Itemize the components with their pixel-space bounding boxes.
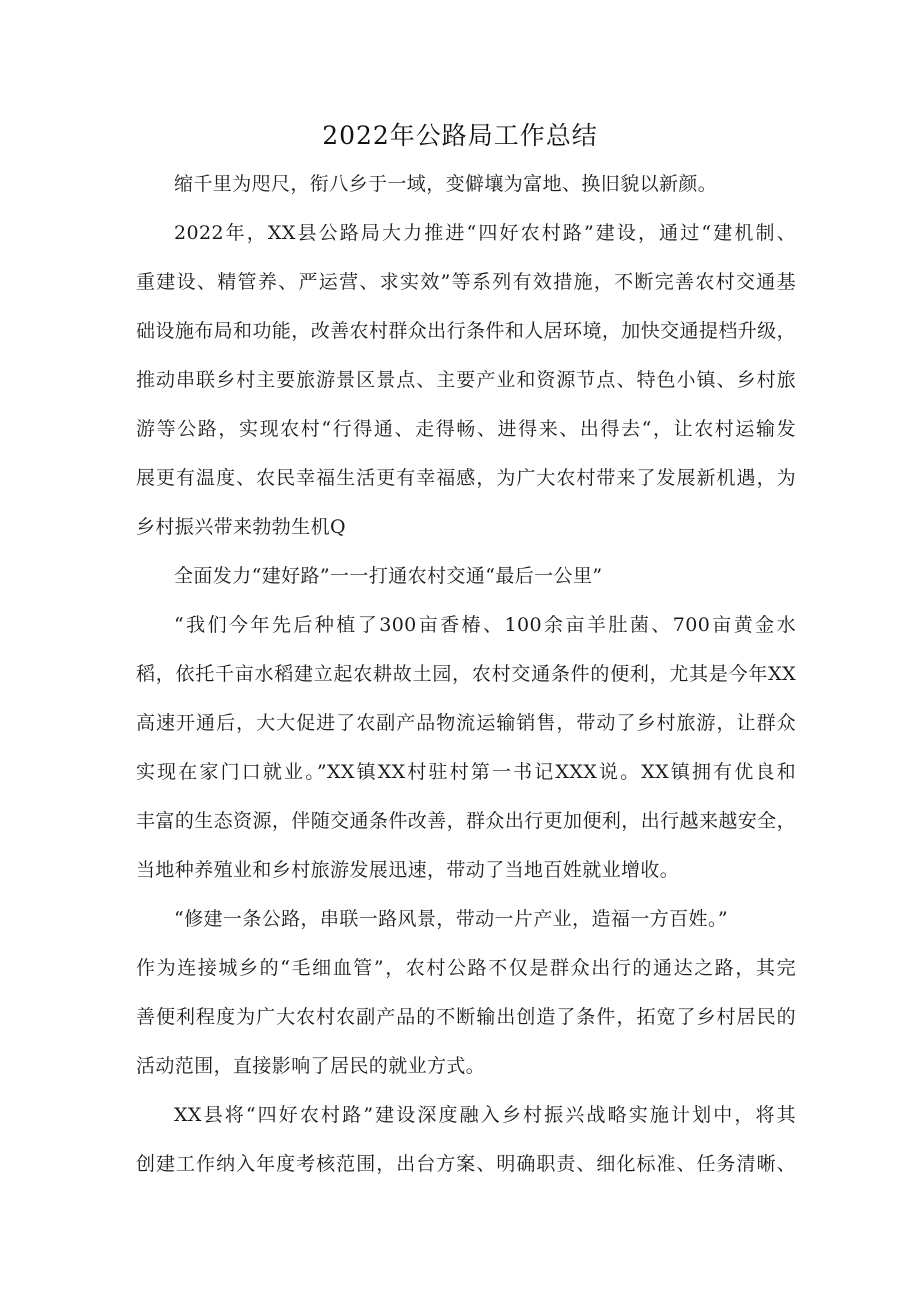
paragraph-line: 游等公路，实现农村“行得通、走得畅、进得来、出得去“，让农村运输发 xyxy=(136,418,796,440)
section-heading: 全面发力“建好路”一一打通农村交通“最后一公里” xyxy=(174,565,603,587)
paragraph-line: 推动串联乡村主要旅游景区景点、主要产业和资源节点、特色小镇、乡村旅 xyxy=(136,369,796,391)
paragraph-line: 当地种养殖业和乡村旅游发展迅速，带动了当地百姓就业增收。 xyxy=(136,859,680,881)
paragraph-line: “我们今年先后种植了300亩香椿、100余亩羊肚菌、700亩黄金水 xyxy=(174,614,796,636)
paragraph-line: “修建一条公路，串联一路风景，带动一片产业，造福一方百姓。” xyxy=(174,908,728,930)
paragraph-line: 乡村振兴带来勃勃生机Q xyxy=(136,516,346,538)
paragraph-line: 础设施布局和功能，改善农村群众出行条件和人居环境，加快交通提档升级， xyxy=(136,320,796,342)
paragraph-line: 高速开通后，大大促进了农副产品物流运输销售，带动了乡村旅游，让群众 xyxy=(136,712,796,734)
paragraph-line: 展更有温度、农民幸福生活更有幸福感，为广大农村带来了发展新机遇，为 xyxy=(136,467,796,489)
document-title: 2022年公路局工作总结 xyxy=(322,121,598,150)
paragraph-line: 创建工作纳入年度考核范围，出台方案、明确职责、细化标准、任务清晰、 xyxy=(136,1153,796,1175)
paragraph-line: 活动范围，直接影响了居民的就业方式。 xyxy=(136,1055,486,1077)
paragraph-line: 作为连接城乡的“毛细血管”，农村公路不仅是群众出行的通达之路，其完 xyxy=(136,957,796,979)
paragraph-line: 2022年，XX县公路局大力推进“四好农村路”建设，通过“建机制、 xyxy=(174,222,796,244)
paragraph-line: XX县将“四好农村路”建设深度融入乡村振兴战略实施计划中，将其 xyxy=(174,1104,796,1126)
paragraph-line: 重建设、精管养、严运营、求实效”等系列有效措施，不断完善农村交通基 xyxy=(136,271,796,293)
paragraph-line: 丰富的生态资源，伴随交通条件改善，群众出行更加便利，出行越来越安全， xyxy=(136,810,796,832)
paragraph-line: 缩千里为咫尺，衔八乡于一域，变僻壤为富地、换旧貌以新颜。 xyxy=(174,173,718,195)
paragraph-line: 善便利程度为广大农村农副产品的不断输出创造了条件，拓宽了乡村居民的 xyxy=(136,1006,796,1028)
paragraph-line: 稻，依托千亩水稻建立起农耕故土园，农村交通条件的便利，尤其是今年XX xyxy=(136,663,796,685)
paragraph-line: 实现在家门口就业。”XX镇XX村驻村第一书记XXX说。XX镇拥有优良和 xyxy=(136,761,796,783)
